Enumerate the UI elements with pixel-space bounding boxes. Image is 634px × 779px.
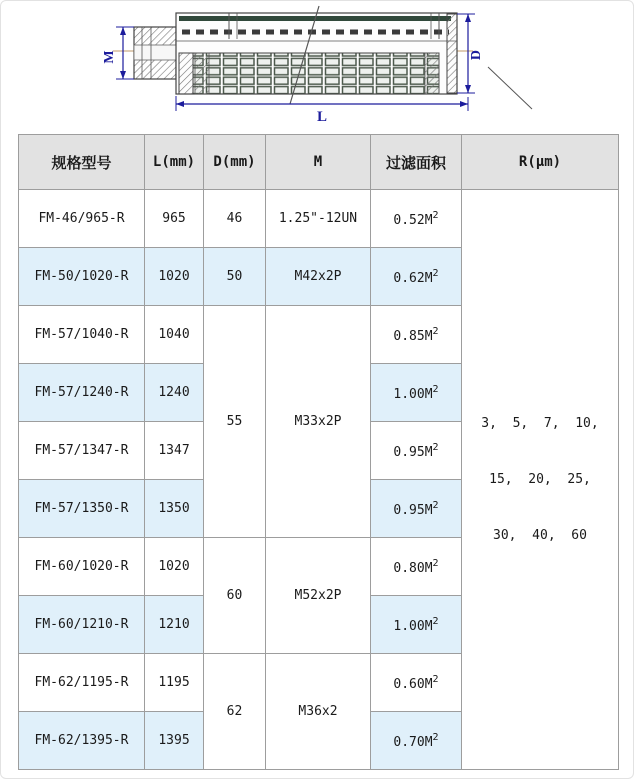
model-cell: FM-57/1240-R bbox=[19, 364, 145, 422]
model-cell: FM-62/1395-R bbox=[19, 712, 145, 770]
model-cell: FM-46/965-R bbox=[19, 190, 145, 248]
header-micron-rating: R(μm) bbox=[462, 135, 619, 190]
area-cell: $0.60M^2$ bbox=[371, 654, 462, 712]
thread-cell: M36x2 bbox=[266, 654, 371, 770]
length-cell: 1240 bbox=[145, 364, 204, 422]
thread-cell: M33x2P bbox=[266, 306, 371, 538]
micron-rating-cell bbox=[462, 190, 619, 770]
thread-fitting bbox=[134, 27, 176, 79]
spec-table bbox=[18, 134, 619, 770]
diameter-cell: 62 bbox=[204, 654, 266, 770]
model-cell: FM-57/1347-R bbox=[19, 422, 145, 480]
header-row bbox=[19, 135, 619, 190]
area-cell: $1.00M^2$ bbox=[371, 364, 462, 422]
mesh-grid bbox=[193, 53, 439, 94]
thread-cell: M52x2P bbox=[266, 538, 371, 654]
diameter-cell: 55 bbox=[204, 306, 266, 538]
area-cell: $0.85M^2$ bbox=[371, 306, 462, 364]
length-cell: 1350 bbox=[145, 480, 204, 538]
model-cell: FM-57/1350-R bbox=[19, 480, 145, 538]
area-cell: $1.00M^2$ bbox=[371, 596, 462, 654]
area-cell: $0.70M^2$ bbox=[371, 712, 462, 770]
end-cap bbox=[447, 14, 457, 93]
model-cell: FM-60/1020-R bbox=[19, 538, 145, 596]
dim-m-label: M bbox=[102, 50, 117, 64]
diameter-cell: 50 bbox=[204, 248, 266, 306]
dim-l-label: L bbox=[316, 109, 328, 125]
area-cell: $0.62M^2$ bbox=[371, 248, 462, 306]
length-cell: 965 bbox=[145, 190, 204, 248]
model-cell: FM-50/1020-R bbox=[19, 248, 145, 306]
length-cell: 1195 bbox=[145, 654, 204, 712]
header-thread: M bbox=[266, 135, 371, 190]
length-cell: 1020 bbox=[145, 248, 204, 306]
micron-rating-values: 3, 5, 7, 10, 15, 20, 25, 30, 40, 60 bbox=[481, 415, 599, 543]
length-cell: 1395 bbox=[145, 712, 204, 770]
filter-body bbox=[176, 13, 457, 94]
diameter-cell: 46 bbox=[204, 190, 266, 248]
thread-cell: 1.25"-12UN bbox=[266, 190, 371, 248]
area-cell: $0.95M^2$ bbox=[371, 422, 462, 480]
area-cell: $0.80M^2$ bbox=[371, 538, 462, 596]
dimension-m bbox=[102, 27, 134, 79]
dimension-d bbox=[457, 14, 484, 93]
model-cell: FM-62/1195-R bbox=[19, 654, 145, 712]
model-cell: FM-57/1040-R bbox=[19, 306, 145, 364]
diameter-cell: 60 bbox=[204, 538, 266, 654]
length-cell: 1040 bbox=[145, 306, 204, 364]
dimension-l bbox=[176, 96, 468, 125]
area-cell: $0.52M^2$ bbox=[371, 190, 462, 248]
area-cell: $0.95M^2$ bbox=[371, 480, 462, 538]
length-cell: 1347 bbox=[145, 422, 204, 480]
model-cell: FM-60/1210-R bbox=[19, 596, 145, 654]
thread-cell: M42x2P bbox=[266, 248, 371, 306]
header-filter-area: 过滤面积 bbox=[371, 135, 462, 190]
length-cell: 1020 bbox=[145, 538, 204, 596]
filter-drawing-svg bbox=[1, 1, 634, 133]
section-line-right bbox=[488, 67, 532, 109]
table-row bbox=[19, 190, 619, 248]
header-length: L(mm) bbox=[145, 135, 204, 190]
dim-d-label: D bbox=[469, 49, 484, 61]
length-cell: 1210 bbox=[145, 596, 204, 654]
filter-technical-drawing bbox=[1, 1, 634, 133]
header-model: 规格型号 bbox=[19, 135, 145, 190]
header-diameter: D(mm) bbox=[204, 135, 266, 190]
